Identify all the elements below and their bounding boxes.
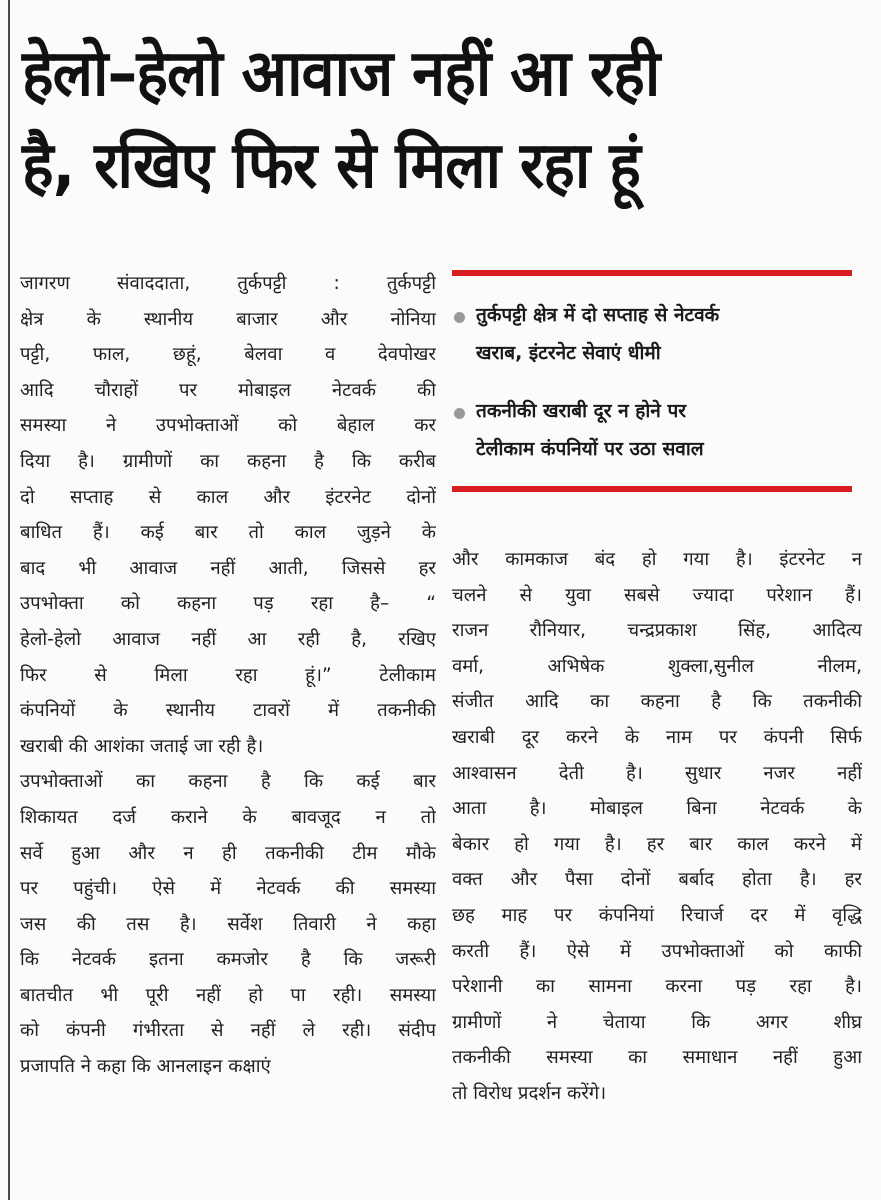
text-line: जागरण संवाददाता, तुर्कपट्टी : तुर्कपट्टी xyxy=(20,273,436,294)
highlight-line: खराब, इंटरनेट सेवाएं धीमी xyxy=(476,342,661,364)
text-line: समस्या ने उपभोक्ताओं को बेहाल कर xyxy=(20,415,436,437)
text-line: वर्मा, अभिषेक शुक्ला,सुनील नीलम, xyxy=(452,655,862,677)
highlight-line: तकनीकी खराबी दूर न होने पर xyxy=(476,400,687,422)
bullet-icon xyxy=(454,408,465,419)
headline xyxy=(22,28,803,212)
text-line: कि नेटवर्क इतना कमजोर है कि जरूरी xyxy=(20,949,436,971)
text-line: उपभोक्ताओं का कहना है कि कई बार xyxy=(20,771,436,793)
left-column-text xyxy=(20,266,436,1085)
text-line: पट्टी, फाल, छहूं, बेलवा व देवपोखर xyxy=(20,344,436,366)
text-line: बेकार हो गया है। हर बार काल करने में xyxy=(452,833,862,855)
text-line: बातचीत भी पूरी नहीं हो पा रही। समस्या xyxy=(20,984,436,1006)
text-line: फिर से मिला रहा हूं।” टेलीकाम xyxy=(20,664,436,686)
bullet-icon xyxy=(454,312,465,323)
highlight-bottom-rule xyxy=(452,486,852,492)
headline-line-1: हेलो–हेलो आवाज नहीं आ रही xyxy=(22,37,660,111)
highlight-text xyxy=(476,392,852,468)
column-divider xyxy=(8,0,10,1200)
text-line: जस की तस है। सर्वेश तिवारी ने कहा xyxy=(20,913,436,935)
text-line: सर्वे हुआ और न ही तकनीकी टीम मौके xyxy=(20,842,436,864)
highlight-line: टेलीकाम कंपनियों पर उठा सवाल xyxy=(476,438,704,460)
article-left-column xyxy=(20,266,436,1085)
right-column-text xyxy=(452,542,862,1112)
text-line: कंपनियों के स्थानीय टावरों में तकनीकी xyxy=(20,700,436,722)
text-line: प्रजापति ने कहा कि आनलाइन कक्षाएं xyxy=(20,1056,271,1078)
highlight-text xyxy=(476,296,852,372)
text-line: बाधित हैं। कई बार तो काल जुड़ने के xyxy=(20,522,436,544)
text-line: क्षेत्र के स्थानीय बाजार और नोनिया xyxy=(20,308,436,330)
text-line: तकनीकी समस्या का समाधान नहीं हुआ xyxy=(452,1047,862,1069)
text-line: दिया है। ग्रामीणों का कहना है कि करीब xyxy=(20,450,436,472)
text-line: तो विरोध प्रदर्शन करेंगे। xyxy=(452,1082,607,1104)
text-line: खराबी की आशंका जताई जा रही है। xyxy=(20,735,264,757)
text-line: चलने से युवा सबसे ज्यादा परेशान हैं। xyxy=(452,584,862,606)
highlight-line: तुर्कपट्टी क्षेत्र में दो सप्ताह से नेटवर्क xyxy=(476,304,720,326)
text-line: पर पहुंची। ऐसे में नेटवर्क की समस्या xyxy=(20,878,436,900)
headline-line-2: है, रखिए फिर से मिला रहा हूं xyxy=(22,129,640,203)
text-line: उपभोक्ता को कहना पड़ रहा है– “ xyxy=(20,593,436,615)
highlight-top-rule xyxy=(452,270,852,276)
text-line: आदि चौराहों पर मोबाइल नेटवर्क की xyxy=(20,379,436,401)
text-line: और कामकाज बंद हो गया है। इंटरनेट न xyxy=(452,549,862,570)
text-line: करती हैं। ऐसे में उपभोक्ताओं को काफी xyxy=(452,940,862,962)
article-right-column xyxy=(452,542,862,1112)
text-line: आता है। मोबाइल बिना नेटवर्क के xyxy=(452,798,862,820)
text-line: छह माह पर कंपनियां रिचार्ज दर में वृद्धि xyxy=(452,904,862,926)
text-line: संजीत आदि का कहना है कि तकनीकी xyxy=(452,691,862,713)
text-line: को कंपनी गंभीरता से नहीं ले रही। संदीप xyxy=(20,1020,436,1042)
text-line: हेलो-हेलो आवाज नहीं आ रही है, रखिए xyxy=(20,628,436,650)
text-line: दो सप्ताह से काल और इंटरनेट दोनों xyxy=(20,486,436,508)
text-line: वक्त और पैसा दोनों बर्बाद होता है। हर xyxy=(452,869,862,891)
text-line: राजन रौनियार, चन्द्रप्रकाश सिंह, आदित्य xyxy=(452,620,862,642)
highlight-box xyxy=(452,270,852,498)
text-line: बाद भी आवाज नहीं आती, जिससे हर xyxy=(20,557,436,579)
text-line: खराबी दूर करने के नाम पर कंपनी सिर्फ xyxy=(452,726,862,748)
text-line: ग्रामीणों ने चेताया कि अगर शीघ्र xyxy=(452,1011,862,1033)
text-line: आश्वासन देती है। सुधार नजर नहीं xyxy=(452,762,862,784)
text-line: शिकायत दर्ज कराने के बावजूद न तो xyxy=(20,806,436,828)
text-line: परेशानी का सामना करना पड़ रहा है। xyxy=(452,976,862,998)
